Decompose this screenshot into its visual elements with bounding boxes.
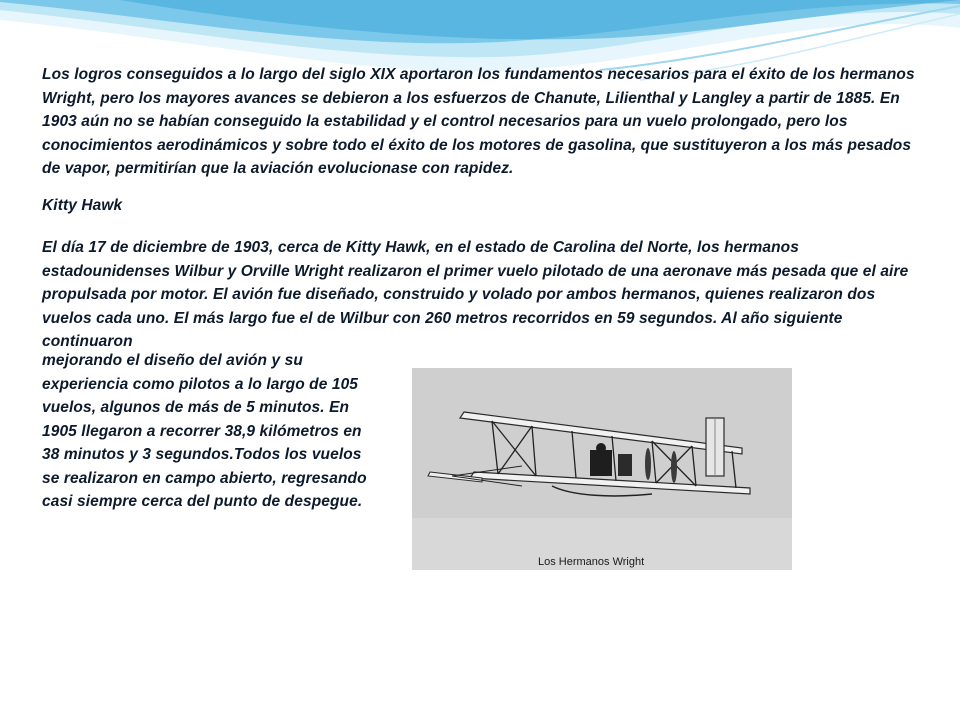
body-paragraph-continued: mejorando el diseño del avión y su experiencia como pilotos a lo largo de 105 vuelos, algunos de más de 5 minutos. En 1905 llegaron a recorrer 38,9 kilómetros en 38 minutos y 3 segundos.Todos los vuelos se realizaron en campo abierto, regresando casi siempre cerca del punto de despegue. xyxy=(42,352,367,510)
wright-flyer-illustration xyxy=(412,368,792,570)
section-title: Kitty Hawk xyxy=(42,197,123,214)
wright-flyer-photo xyxy=(412,368,792,570)
intro-paragraph: Los logros conseguidos a lo largo del siglo XIX aportaron los fundamentos necesarios para el éxito de los hermanos Wright, pero los mayores avances se debieron a los esfuerzos de Chanute, Lilienthal y Langley a partir de 1885. En 1903 aún no se habían conseguido la estabilidad y el control necesarios para un vuelo prolongado, pero los conocimientos aerodinámicos y sobre todo el éxito de los motores de gasolina, que sustituyeron a los más pesados de vapor, permitirían que la aviación evolucionase con rapidez. xyxy=(42,66,915,177)
photo-caption: Los Hermanos Wright xyxy=(538,556,645,568)
body-paragraph: El día 17 de diciembre de 1903, cerca de Kitty Hawk, en el estado de Carolina del Norte, los hermanos estadounidenses Wilbur y Orville Wright realizaron el primer vuelo pilotado de una aeronave más pesada que el aire propulsada por motor. El avión fue diseñado, construido y volado por ambos hermanos, quienes realizaron dos vuelos cada uno. El más largo fue el de Wilbur con 260 metros recorridos en 59 segundos. Al año siguiente continuaron xyxy=(42,239,909,350)
